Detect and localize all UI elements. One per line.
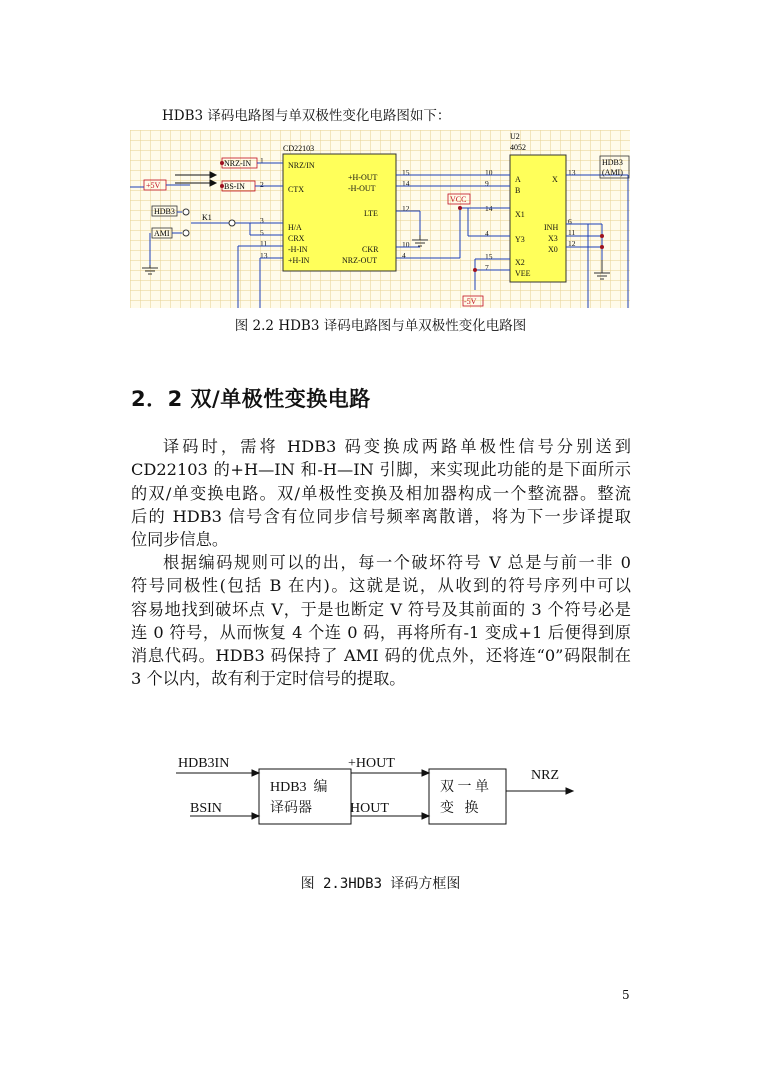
chip1-pin-num: 13 xyxy=(260,251,268,260)
chip2-pin-num: 14 xyxy=(485,204,493,213)
output-label-hdb3: HDB3 xyxy=(602,158,623,167)
paragraph-line: 连 0 符号，从而恢复 4 个连 0 码，再将所有-1 变成+1 后便得到原 xyxy=(131,622,631,642)
block-input-hdb3in: HDB3IN xyxy=(178,756,230,771)
chip2-pin-right: INH xyxy=(544,223,559,232)
chip2-pin-num: 15 xyxy=(485,252,493,261)
chip2-pin-left: A xyxy=(515,175,521,184)
paragraph-line: 的双/单变换电路。双/单极性变换及相加器构成一个整流器。整流 xyxy=(131,483,631,503)
chip1-pin-num: 11 xyxy=(260,239,268,248)
chip1-pin-right: CKR xyxy=(362,245,379,254)
ami-label: AMI xyxy=(154,229,170,238)
chip1-pin-num: 1 xyxy=(260,156,264,165)
k1-label: K1 xyxy=(202,213,212,222)
block-mid-plus-hout: +HOUT xyxy=(348,756,395,771)
chip2-pin-right: X xyxy=(552,175,558,184)
paragraph-line: 消息代码。HDB3 码保持了 AMI 码的优点外，还将连“0”码限制在 xyxy=(131,646,631,666)
nrz-in-label: NRZ-IN xyxy=(224,159,252,168)
chip1-pin-left: CTX xyxy=(288,185,304,194)
plus5v-label: +5V xyxy=(146,181,161,190)
chip1-pin-left: +H-IN xyxy=(288,256,310,265)
chip1-pin-left: H/A xyxy=(288,223,302,232)
output-label-ami: (AMI) xyxy=(602,168,623,177)
chip2-pin-num: 10 xyxy=(485,168,493,177)
paragraph-line: 位同步信息。 xyxy=(131,530,229,550)
paragraph-1 xyxy=(131,435,631,551)
chip1-pin-num: 10 xyxy=(402,240,410,249)
chip1-pin-num: 2 xyxy=(260,180,264,189)
chip1-pin-num: 5 xyxy=(260,228,264,237)
chip2-pin-num: 12 xyxy=(568,239,576,248)
chip1-name: CD22103 xyxy=(283,144,315,153)
block-box1-line2: 译码器 xyxy=(270,801,312,816)
chip2-pin-num: 4 xyxy=(485,229,489,238)
chip1-pin-num: 12 xyxy=(402,204,410,213)
chip1-pin-right: +H-OUT xyxy=(348,173,378,182)
intro-text: HDB3 译码电路图与单双极性变化电路图如下： xyxy=(162,108,451,124)
paragraph-line: 3 个以内，故有利于定时信号的提取。 xyxy=(131,669,406,689)
chip2-pin-num: 13 xyxy=(568,168,576,177)
block-box2-line1: 双 一 单 xyxy=(440,780,489,795)
chip2-pin-right: X0 xyxy=(548,245,558,254)
chip1-pin-num: 4 xyxy=(402,251,406,260)
chip1-pin-right: NRZ-OUT xyxy=(342,256,378,265)
paragraph-line: 译码时，需将 HDB3 码变换成两路单极性信号分别送到 xyxy=(163,437,631,456)
chip1-pin-left: NRZ/IN xyxy=(288,161,315,170)
paragraph-line: 根据编码规则可以的出，每一个破坏符号 V 总是与前一非 0 xyxy=(163,553,631,572)
chip2-pin-left: B xyxy=(515,186,521,195)
neg5v-label: -5V xyxy=(464,297,477,306)
chip2-name: U2 xyxy=(510,132,520,141)
chip2-pin-left: X1 xyxy=(515,210,525,219)
page-number: 5 xyxy=(622,988,630,1002)
vcc-label: VCC xyxy=(450,195,467,204)
block-box1-line1: HDB3 编 xyxy=(270,780,328,795)
chip1-pin-num: 14 xyxy=(402,179,410,188)
paragraph-line: CD22103 的+H—IN 和-H—IN 引脚，来实现此功能的是下面所示 xyxy=(131,460,631,480)
decoder-block-diagram xyxy=(170,750,590,840)
decoder-circuit-diagram xyxy=(130,130,630,308)
hdb3-label: HDB3 xyxy=(154,207,175,216)
chip2-pin-num: 11 xyxy=(568,228,576,237)
chip2-pin-num: 6 xyxy=(568,217,572,226)
chip1-pin-num: 15 xyxy=(402,168,410,177)
bs-in-label: BS-IN xyxy=(224,182,245,191)
chip2-part: 4052 xyxy=(510,143,526,152)
chip2-pin-left: VEE xyxy=(515,269,531,278)
block-output-nrz: NRZ xyxy=(531,768,559,783)
chip1-pin-num: 3 xyxy=(260,216,264,225)
chip1-pin-left: -H-IN xyxy=(288,245,308,254)
chip1-pin-right: LTE xyxy=(364,209,378,218)
chip1-pin-left: CRX xyxy=(288,234,305,243)
section-heading: 2．2 双/单极性变换电路 xyxy=(131,387,371,411)
chip1-pin-right: -H-OUT xyxy=(348,184,376,193)
paragraph-2 xyxy=(131,551,631,691)
figure2-caption: 图 2.3HDB3 译码方框图 xyxy=(300,876,461,892)
chip2-pin-right: X3 xyxy=(548,234,558,243)
chip2-pin-left: Y3 xyxy=(515,235,525,244)
chip2-pin-left: X2 xyxy=(515,258,525,267)
figure1-caption: 图 2.2 HDB3 译码电路图与单双极性变化电路图 xyxy=(234,318,527,334)
paragraph-line: 后的 HDB3 信号含有位同步信号频率离散谱，将为下一步译提取 xyxy=(131,506,631,526)
paragraph-line: 容易地找到破坏点 V，于是也断定 V 符号及其前面的 3 个符号必是 xyxy=(131,599,631,619)
block-mid-hout: HOUT xyxy=(350,801,389,816)
block-input-bsin: BSIN xyxy=(190,801,222,816)
paragraph-line: 符号同极性(包括 B 在内)。这就是说，从收到的符号序列中可以 xyxy=(131,576,631,596)
chip2-pin-num: 7 xyxy=(485,263,489,272)
block-box2-line2: 变 换 xyxy=(440,801,479,816)
chip2-pin-num: 9 xyxy=(485,179,489,188)
